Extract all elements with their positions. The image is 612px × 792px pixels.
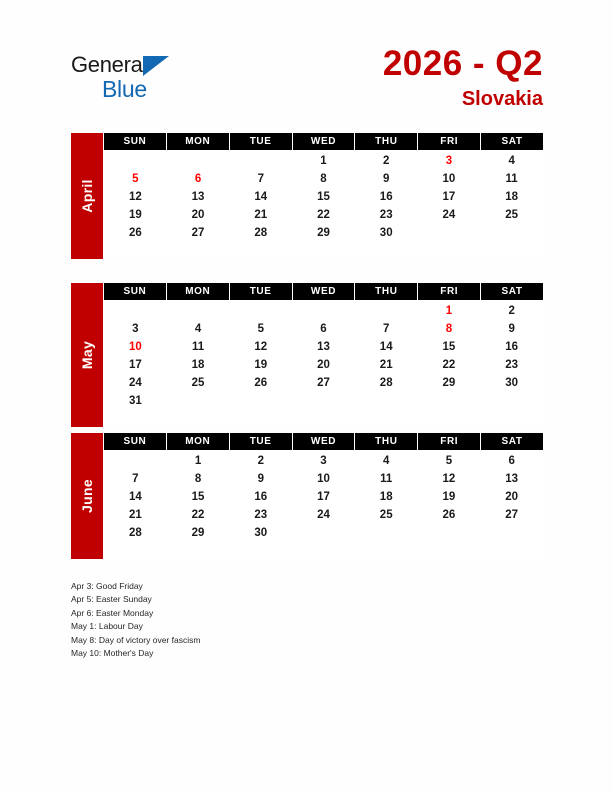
day-cell[interactable]: 3 <box>445 155 453 167</box>
weekday-header-tue: TUE <box>230 133 292 150</box>
page-header <box>0 44 612 124</box>
day-cell[interactable]: 23 <box>505 359 519 371</box>
day-cell[interactable]: 2 <box>508 305 515 317</box>
day-cell[interactable]: 7 <box>383 323 390 335</box>
holiday-list-item: Apr 5: Easter Sunday <box>71 594 152 605</box>
day-cell-empty <box>418 224 481 242</box>
day-cell[interactable]: 30 <box>379 227 393 239</box>
day-cell[interactable]: 13 <box>505 473 519 485</box>
day-cell[interactable]: 4 <box>194 323 202 335</box>
day-cell[interactable]: 20 <box>191 209 205 221</box>
day-cell[interactable]: 25 <box>191 377 205 389</box>
day-cell[interactable]: 14 <box>379 341 393 353</box>
month-tab-may <box>71 283 103 427</box>
day-cell[interactable]: 16 <box>254 491 268 503</box>
month-grid-april <box>104 133 543 259</box>
day-cell[interactable]: 10 <box>128 341 142 353</box>
day-cell[interactable]: 8 <box>445 323 453 335</box>
day-cell[interactable]: 23 <box>379 209 393 221</box>
day-cell[interactable]: 14 <box>128 491 142 503</box>
day-cell[interactable]: 19 <box>128 209 142 221</box>
day-cell[interactable]: 10 <box>442 173 456 185</box>
day-cell[interactable]: 22 <box>442 359 456 371</box>
day-cell[interactable]: 6 <box>508 455 515 467</box>
day-cell[interactable]: 7 <box>132 473 139 485</box>
weekday-header-row <box>104 283 543 300</box>
day-cell[interactable]: 27 <box>191 227 205 239</box>
month-block-may <box>71 283 543 427</box>
day-cell[interactable]: 29 <box>442 377 456 389</box>
logo-triangle-icon <box>143 56 169 76</box>
day-cell[interactable]: 11 <box>380 473 393 485</box>
month-tab-june <box>71 433 103 559</box>
day-cell-empty <box>292 524 355 542</box>
weekday-header-thu: THU <box>355 433 417 450</box>
day-cell[interactable]: 21 <box>128 509 142 521</box>
page-subtitle-country: Slovakia <box>461 88 543 110</box>
title-block <box>383 44 543 112</box>
day-cell[interactable]: 14 <box>254 191 268 203</box>
weekday-header-fri: FRI <box>418 283 480 300</box>
weekday-header-tue: TUE <box>230 433 292 450</box>
day-cell-empty <box>480 392 543 410</box>
day-cell[interactable]: 16 <box>505 341 519 353</box>
day-cell[interactable]: 31 <box>128 395 142 407</box>
day-cell[interactable]: 2 <box>257 455 264 467</box>
page-title: 2026 - Q2 <box>382 44 543 83</box>
day-cell-empty <box>355 524 418 542</box>
day-cell[interactable]: 24 <box>317 509 330 521</box>
month-block-april <box>71 133 543 259</box>
day-cell-empty <box>104 152 167 170</box>
weekday-header-sun: SUN <box>104 433 166 450</box>
month-label-june: June <box>79 479 95 513</box>
day-cell[interactable]: 21 <box>379 359 393 371</box>
day-cell[interactable]: 5 <box>132 173 139 185</box>
day-cell[interactable]: 26 <box>254 377 268 389</box>
day-cell[interactable]: 28 <box>128 527 142 539</box>
holiday-legend <box>71 580 491 660</box>
day-cell-empty <box>104 452 167 470</box>
day-cell[interactable]: 22 <box>191 509 205 521</box>
weekday-header-sat: SAT <box>481 433 543 450</box>
day-cell[interactable]: 19 <box>442 491 456 503</box>
day-cell-empty <box>355 392 418 410</box>
day-cell[interactable]: 22 <box>317 209 330 221</box>
day-cell-empty <box>229 392 292 410</box>
weekday-header-wed: WED <box>293 433 355 450</box>
day-cell[interactable]: 12 <box>442 473 456 485</box>
day-cell[interactable]: 24 <box>442 209 456 221</box>
day-cell[interactable]: 18 <box>505 191 519 203</box>
day-cell[interactable]: 28 <box>254 227 268 239</box>
day-cell-empty <box>104 302 167 320</box>
day-cell[interactable]: 10 <box>317 473 330 485</box>
weekday-header-row <box>104 433 543 450</box>
day-cell[interactable]: 9 <box>383 173 390 185</box>
day-cell[interactable]: 27 <box>317 377 330 389</box>
day-cell-empty <box>229 302 292 320</box>
day-cell[interactable]: 11 <box>191 341 205 353</box>
weekday-header-wed: WED <box>293 133 355 150</box>
day-cell[interactable]: 2 <box>383 155 390 167</box>
day-cell[interactable]: 12 <box>128 191 142 203</box>
day-cell[interactable]: 8 <box>320 173 327 185</box>
day-cell[interactable]: 20 <box>505 491 519 503</box>
day-cell[interactable]: 20 <box>317 359 330 371</box>
general-blue-logo <box>71 52 251 108</box>
day-cell[interactable]: 24 <box>128 377 142 389</box>
day-cell[interactable]: 25 <box>379 509 393 521</box>
day-cell[interactable]: 6 <box>194 173 202 185</box>
day-cell[interactable]: 28 <box>379 377 393 389</box>
day-cell[interactable]: 15 <box>317 191 330 203</box>
weekday-header-mon: MON <box>167 283 229 300</box>
weekday-header-sat: SAT <box>481 133 543 150</box>
day-cell[interactable]: 3 <box>132 323 139 335</box>
day-cell[interactable]: 13 <box>191 191 205 203</box>
weekday-header-tue: TUE <box>230 283 292 300</box>
holiday-list-item: May 1: Labour Day <box>71 621 143 632</box>
day-cell[interactable]: 1 <box>445 305 453 317</box>
day-cell[interactable]: 18 <box>191 359 205 371</box>
weekday-header-row <box>104 133 543 150</box>
day-cell[interactable]: 17 <box>128 359 142 371</box>
weekday-header-thu: THU <box>355 283 417 300</box>
day-cell[interactable]: 16 <box>379 191 393 203</box>
day-cell[interactable]: 7 <box>257 173 264 185</box>
day-cell[interactable]: 4 <box>508 155 515 167</box>
day-cell[interactable]: 26 <box>128 227 142 239</box>
holiday-list-item: May 8: Day of victory over fascism <box>71 634 201 645</box>
day-cell[interactable]: 15 <box>191 491 205 503</box>
day-cell[interactable]: 25 <box>505 209 519 221</box>
day-cell-empty <box>480 524 543 542</box>
day-cell[interactable]: 18 <box>379 491 393 503</box>
day-cell[interactable]: 13 <box>317 341 330 353</box>
day-cell[interactable]: 29 <box>191 527 205 539</box>
day-cell[interactable]: 11 <box>505 173 518 185</box>
day-cell[interactable]: 12 <box>254 341 268 353</box>
day-cell[interactable]: 9 <box>257 473 264 485</box>
weekday-header-sat: SAT <box>481 283 543 300</box>
day-cell[interactable]: 27 <box>505 509 519 521</box>
day-cell[interactable]: 19 <box>254 359 268 371</box>
weekday-header-wed: WED <box>293 283 355 300</box>
holiday-list-item: Apr 6: Easter Monday <box>71 607 154 618</box>
day-cell[interactable]: 29 <box>317 227 330 239</box>
day-cell[interactable]: 15 <box>442 341 456 353</box>
logo-text-general: General <box>71 52 148 77</box>
weekday-header-sun: SUN <box>104 133 166 150</box>
day-cell[interactable]: 1 <box>320 155 327 167</box>
day-cell[interactable]: 26 <box>442 509 456 521</box>
weekday-header-fri: FRI <box>418 133 480 150</box>
holiday-list-item: May 10: Mother's Day <box>71 648 154 659</box>
day-cell-empty <box>292 302 355 320</box>
day-cell[interactable]: 3 <box>320 455 327 467</box>
month-grid-may <box>104 283 543 427</box>
weekday-header-sun: SUN <box>104 283 166 300</box>
day-cell-empty <box>292 392 355 410</box>
day-cell[interactable]: 6 <box>320 323 327 335</box>
day-cell[interactable]: 4 <box>383 455 390 467</box>
logo-text-blue: Blue <box>102 76 147 102</box>
month-tab-april <box>71 133 103 259</box>
day-cell[interactable]: 17 <box>317 491 330 503</box>
day-cell[interactable]: 30 <box>505 377 519 389</box>
day-cell-empty <box>418 392 481 410</box>
day-cell[interactable]: 30 <box>254 527 268 539</box>
day-cell[interactable]: 21 <box>254 209 268 221</box>
day-grid <box>104 452 543 542</box>
month-block-june <box>71 433 543 559</box>
month-grid-june <box>104 433 543 559</box>
day-cell[interactable]: 5 <box>445 455 453 467</box>
day-cell[interactable]: 17 <box>442 191 456 203</box>
holiday-list-item: Apr 3: Good Friday <box>71 581 143 591</box>
day-cell-empty <box>167 302 230 320</box>
day-cell-empty <box>167 152 230 170</box>
day-cell[interactable]: 5 <box>257 323 264 335</box>
day-grid <box>104 152 543 242</box>
weekday-header-fri: FRI <box>418 433 480 450</box>
day-cell-empty <box>229 152 292 170</box>
weekday-header-mon: MON <box>167 433 229 450</box>
day-cell-empty <box>418 524 481 542</box>
day-cell[interactable]: 9 <box>508 323 515 335</box>
day-cell[interactable]: 23 <box>254 509 268 521</box>
day-cell-empty <box>355 302 418 320</box>
day-grid <box>104 302 543 410</box>
day-cell[interactable]: 1 <box>194 455 202 467</box>
month-label-april: April <box>79 179 95 213</box>
day-cell[interactable]: 8 <box>194 473 202 485</box>
month-label-may: May <box>79 340 95 370</box>
weekday-header-thu: THU <box>355 133 417 150</box>
day-cell-empty <box>480 224 543 242</box>
weekday-header-mon: MON <box>167 133 229 150</box>
day-cell-empty <box>167 392 230 410</box>
